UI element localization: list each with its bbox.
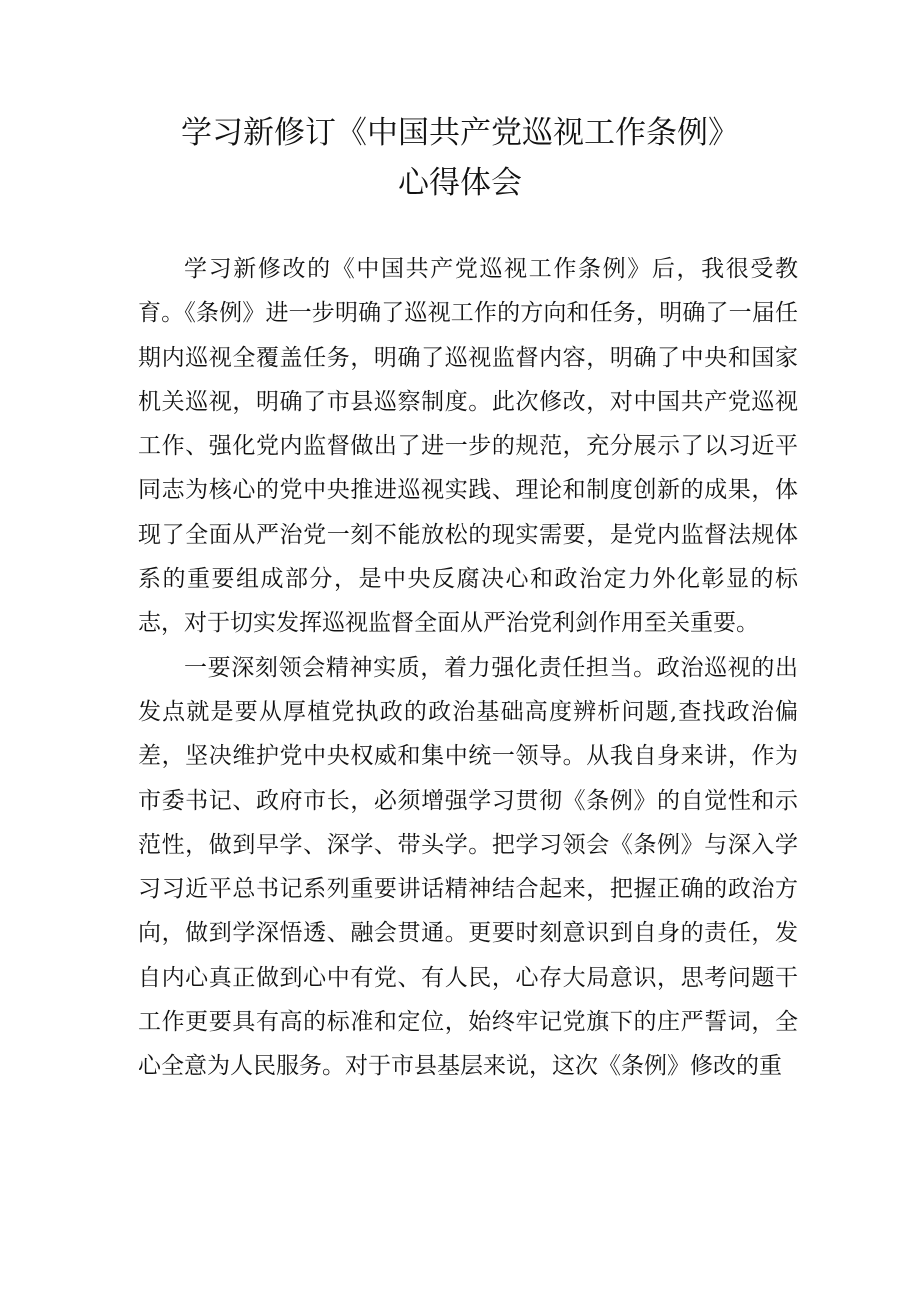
paragraph-2: 一要深刻领会精神实质，着力强化责任担当。政治巡视的出发点就是要从厚植党执政的政治基础高度辨析问题,查找政治偏差，坚决维护党中央权威和集中统一领导。从我自身来讲，作为市委书记、政府市长，必须增强学习贯彻《条例》的自觉性和示范性，做到早学、深学、带头学。把学习领会《条例》与深入学习习近平总书记系列重要讲话精神结合起来，把握正确的政治方向，做到学深悟透、融会贯通。更要时刻意识到自身的责任，发自内心真正做到心中有党、有人民，心存大局意识，思考问题干工作更要具有高的标准和定位，始终牢记党旗下的庄严誓词，全心全意为人民服务。对于市县基层来说，这次《条例》修改的重: [138, 654, 798, 1080]
document-title-line-2: 心得体会: [398, 165, 522, 201]
document-body: [138, 247, 798, 1089]
document-title-line-1: 学习新修订《中国共产党巡视工作条例》: [181, 115, 739, 151]
paragraph-1: 学习新修改的《中国共产党巡视工作条例》后，我很受教育。《条例》进一步明确了巡视工作的方向和任务，明确了一届任期内巡视全覆盖任务，明确了巡视监督内容，明确了中央和国家机关巡视，明确了市县巡察制度。此次修改，对中国共产党巡视工作、强化党内监督做出了进一步的规范，充分展示了以习近平同志为核心的党中央推进巡视实践、理论和制度创新的成果，体现了全面从严治党一刻不能放松的现实需要，是党内监督法规体系的重要组成部分，是中央反腐决心和政治定力外化彰显的标志，对于切实发挥巡视监督全面从严治党利剑作用至关重要。: [138, 256, 798, 637]
